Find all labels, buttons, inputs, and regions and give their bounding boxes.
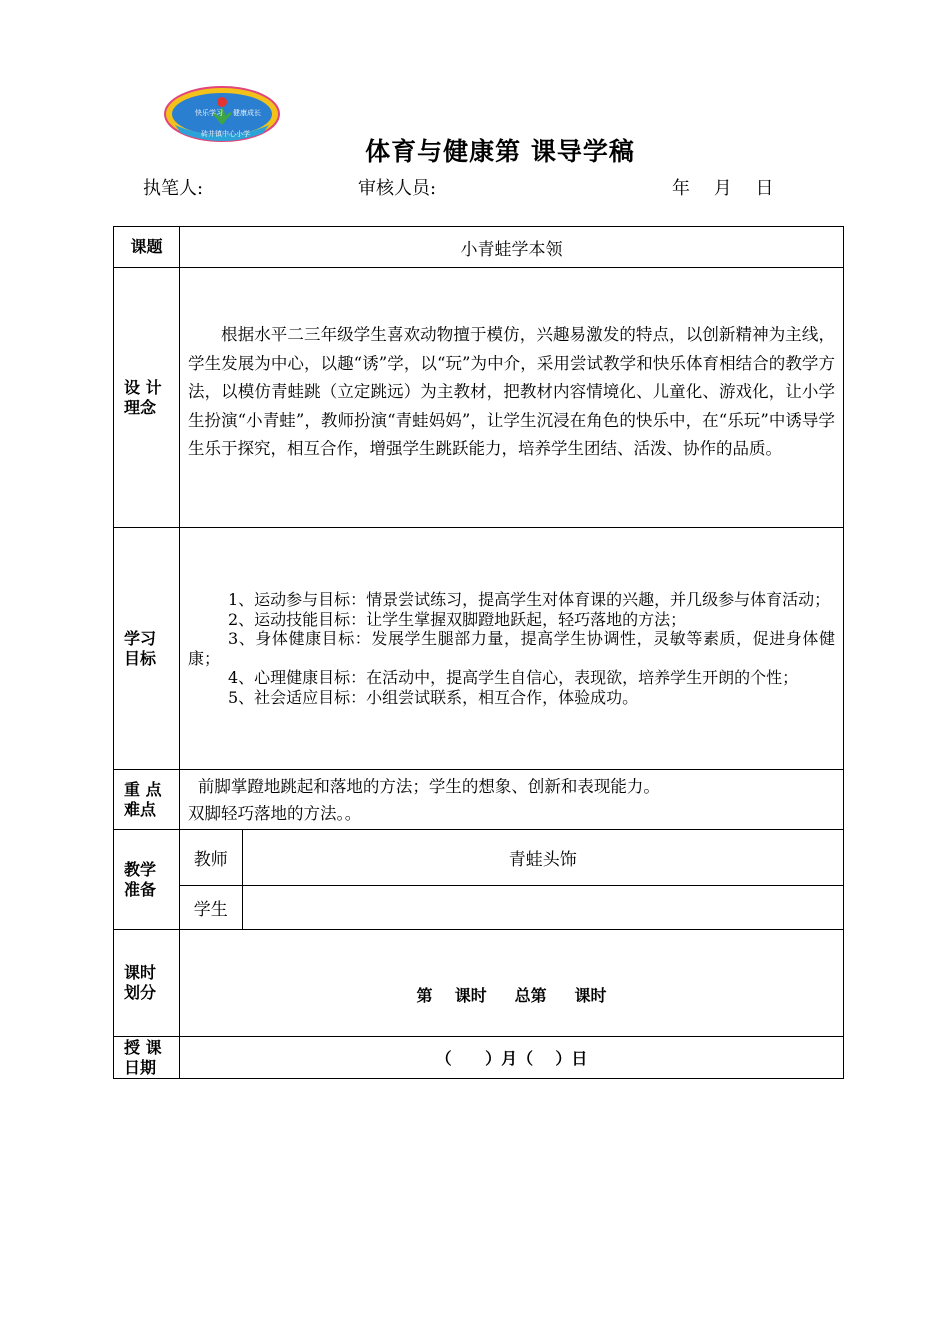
period-label xyxy=(114,930,180,1037)
period-value: 第 课时 总第 课时 xyxy=(180,930,844,1037)
design-content xyxy=(180,268,844,528)
preparation-label xyxy=(114,830,180,930)
date-label-line-1: 授 课 xyxy=(124,1037,162,1057)
logo-text-right: 健康成长 xyxy=(233,109,261,117)
goals-list xyxy=(180,590,843,707)
key-label-line-1: 重 点 xyxy=(124,779,162,799)
design-label-line-1: 设 计 xyxy=(124,377,162,397)
key-label-line-2: 难点 xyxy=(124,799,157,819)
goal-item-1: 1、运动参与目标：情景尝试练习，提高学生对体育课的兴趣，并几级参与体育活动； xyxy=(228,590,831,609)
logo-text-left: 快乐学习 xyxy=(195,109,223,117)
prep-student-row xyxy=(180,885,843,929)
key-points-label xyxy=(114,770,180,830)
goals-row xyxy=(114,528,844,770)
key-points-text xyxy=(180,773,843,827)
preparation-content xyxy=(180,830,844,930)
prep-student-label: 学生 xyxy=(180,885,242,929)
key-line-1: 前脚掌蹬地跳起和落地的方法；学生的想象、创新和表现能力。 xyxy=(197,776,660,796)
prep-teacher-row xyxy=(180,830,843,885)
lesson-form-table xyxy=(113,226,844,1079)
reviewer-label: 审核人员: xyxy=(358,178,437,199)
prep-label-line-2: 准备 xyxy=(124,879,157,899)
period-row xyxy=(114,930,844,1037)
prep-teacher-label: 教师 xyxy=(180,830,242,885)
key-line-2: 双脚轻巧落地的方法。。 xyxy=(188,803,362,823)
page-title: 体育与健康第 课导学稿 xyxy=(365,137,635,166)
design-label-line-2: 理念 xyxy=(124,397,157,417)
preparation-row xyxy=(114,830,844,930)
topic-label: 课题 xyxy=(114,227,180,268)
design-text: 根据水平二三年级学生喜欢动物擅于模仿，兴趣易激发的特点，以创新精神为主线，学生发展为中心，以趣“诱”学，以“玩”为中介，采用尝试教学和快乐体育相结合的教学方法，以模仿青蛙跳（立定跳远）为主教材，把教材内容情境化、儿童化、游戏化，让小学生扮演“小青蛙”，教师扮演“青蛙妈妈”，让学生沉浸在角色的快乐中，在“乐玩”中诱导学生乐于探究，相互合作，增强学生跳跃能力，培养学生团结、活泼、协作的品质。 xyxy=(188,325,835,459)
prep-teacher-value: 青蛙头饰 xyxy=(242,830,843,885)
period-label-line-1: 课时 xyxy=(124,963,157,982)
design-label xyxy=(114,268,180,528)
goal-item-4: 4、心理健康目标：在活动中，提高学生自信心，表现欲，培养学生开朗的个性； xyxy=(228,668,799,687)
teaching-date-row xyxy=(114,1037,844,1079)
key-points-content xyxy=(180,770,844,830)
author-label: 执笔人: xyxy=(143,178,204,199)
teaching-date-value: （ ）月（ ）日 xyxy=(180,1037,844,1079)
topic-value: 小青蛙学本领 xyxy=(180,227,844,268)
period-label-line-2: 划分 xyxy=(124,983,157,1002)
prep-label-line-1: 教学 xyxy=(124,859,157,879)
goal-item-5: 5、社会适应目标：小组尝试联系，相互合作，体验成功。 xyxy=(228,687,639,707)
goals-label-line-1: 学习 xyxy=(124,628,157,648)
prep-student-value xyxy=(242,885,843,929)
goals-content xyxy=(180,528,844,770)
date-label-line-2: 日期 xyxy=(124,1057,157,1077)
goals-label xyxy=(114,528,180,770)
goals-label-line-2: 目标 xyxy=(124,648,157,668)
preparation-subtable xyxy=(180,830,843,929)
goal-item-3: 3、身体健康目标：发展学生腿部力量，提高学生协调性，灵敏等素质，促进身体健康； xyxy=(188,629,835,668)
logo-school-name: 砖井镇中心小学 xyxy=(201,130,250,138)
design-row xyxy=(114,268,844,528)
topic-row xyxy=(114,227,844,268)
date-label: 年 月 日 xyxy=(672,178,774,199)
goal-item-2: 2、运动技能目标：让学生掌握双脚蹬地跃起，轻巧落地的方法； xyxy=(228,609,687,629)
key-points-row xyxy=(114,770,844,830)
teaching-date-label xyxy=(114,1037,180,1079)
